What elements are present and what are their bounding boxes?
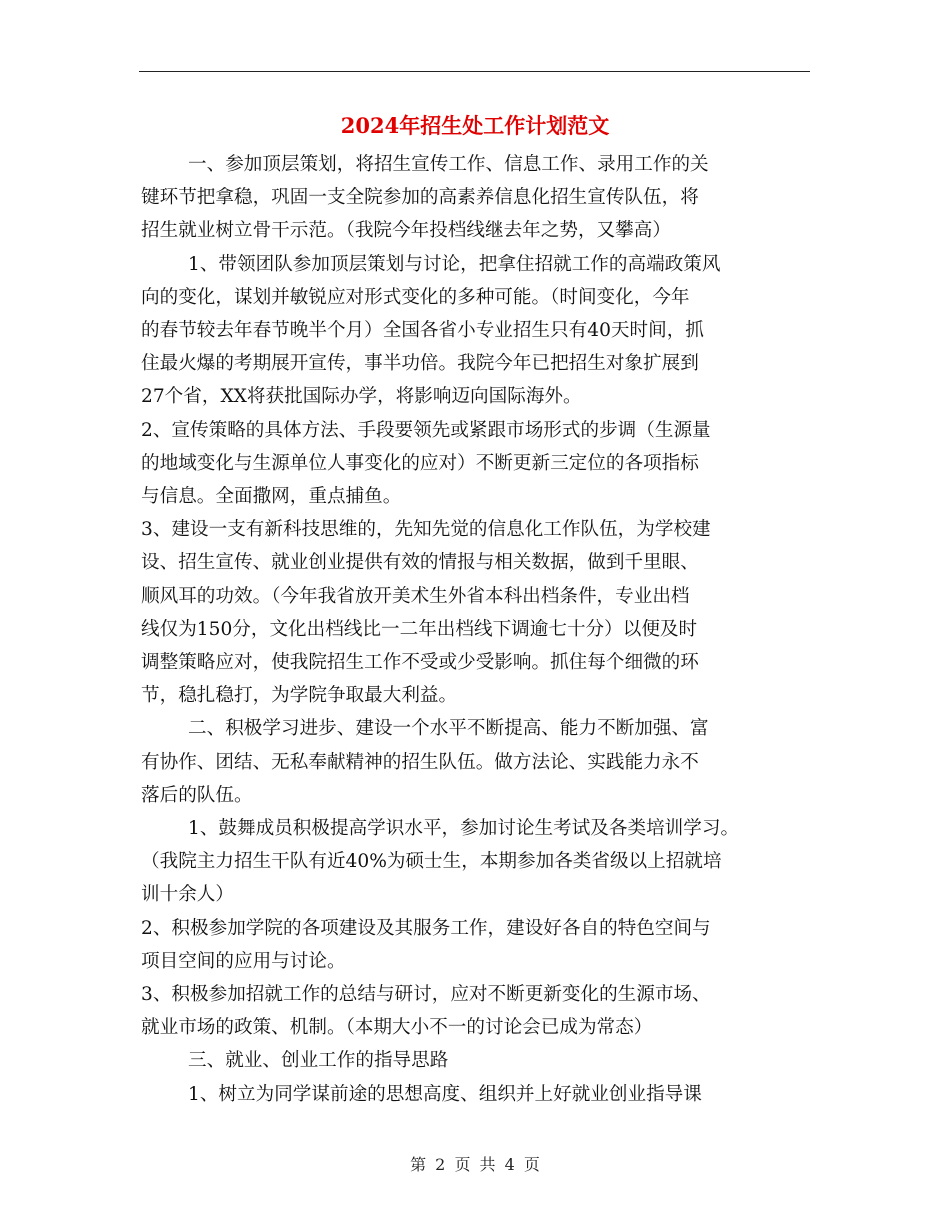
paragraph-line: 键环节把拿稳，巩固一支全院参加的高素养信息化招生宣传队伍，将	[141, 187, 699, 209]
paragraph-line: 3、建设一支有新科技思维的，先知先觉的信息化工作队伍，为学校建	[141, 519, 711, 541]
paragraph-line: 就业市场的政策、机制。（本期大小不一的讨论会已成为常态）	[141, 1017, 653, 1039]
paragraph-line: 招生就业树立骨干示范。（我院今年投档线继去年之势，又攀高）	[141, 220, 671, 242]
header-rule	[139, 71, 810, 72]
paragraph-line: 1、树立为同学谋前途的思想高度、组织并上好就业创业指导课	[188, 1083, 702, 1105]
paragraph-line: 顺风耳的功效。（今年我省放开美术生外省本科出档条件，专业出档	[141, 585, 690, 607]
paragraph-line: 线仅为150分，文化出档线比一二年出档线下调逾七十分）以便及时	[141, 618, 698, 640]
paragraph-line: 2、积极参加学院的各项建设及其服务工作，建设好各自的特色空间与	[141, 917, 711, 939]
paragraph-line: 二、积极学习进步、建设一个水平不断提高、能力不断加强、富	[188, 718, 709, 740]
paragraph-line: （我院主力招生干队有近40%为硕士生，本期参加各类省级以上招就培	[141, 851, 722, 873]
paragraph-line: 3、积极参加招就工作的总结与研讨，应对不断更新变化的生源市场、	[141, 984, 711, 1006]
paragraph-line: 与信息。全面撒网，重点捕鱼。	[141, 486, 402, 508]
paragraph-line: 1、鼓舞成员积极提高学识水平，参加讨论生考试及各类培训学习。	[188, 818, 740, 840]
paragraph-line: 调整策略应对，使我院招生工作不受或少受影响。抓住每个细微的环	[141, 652, 699, 674]
paragraph-line: 1、带领团队参加顶层策划与讨论，把拿住招就工作的高端政策风	[188, 253, 721, 275]
paragraph-line: 设、招生宣传、就业创业提供有效的情报与相关数据，做到千里眼、	[141, 552, 699, 574]
paragraph-line: 训十余人）	[141, 884, 234, 906]
document-body	[141, 148, 813, 1111]
paragraph-line: 住最火爆的考期展开宣传，事半功倍。我院今年已把招生对象扩展到	[141, 353, 699, 375]
paragraph-line: 的地域变化与生源单位人事变化的应对）不断更新三定位的各项指标	[141, 452, 699, 474]
page-number: 第 2 页 共 4 页	[410, 1155, 540, 1174]
paragraph-line: 有协作、团结、无私奉献精神的招生队伍。做方法论、实践能力永不	[141, 751, 699, 773]
document-title: 2024年招生处工作计划范文	[340, 113, 610, 138]
paragraph-line: 落后的队伍。	[141, 784, 253, 806]
paragraph-line: 三、就业、创业工作的指导思路	[188, 1050, 449, 1072]
paragraph-line: 一、参加顶层策划，将招生宣传工作、信息工作、录用工作的关	[188, 154, 709, 175]
paragraph-line: 的春节较去年春节晚半个月）全国各省小专业招生只有40天时间，抓	[141, 320, 704, 342]
paragraph-line: 节，稳扎稳打，为学院争取最大利益。	[141, 685, 458, 707]
paragraph-line: 27个省，XX将获批国际办学，将影响迈向国际海外。	[141, 386, 582, 408]
paragraph-line: 项目空间的应用与讨论。	[141, 950, 346, 972]
paragraph-line: 2、宣传策略的具体方法、手段要领先或紧跟市场形式的步调（生源量	[141, 419, 711, 441]
paragraph-line: 向的变化，谋划并敏锐应对形式变化的多种可能。（时间变化，今年	[141, 286, 690, 308]
